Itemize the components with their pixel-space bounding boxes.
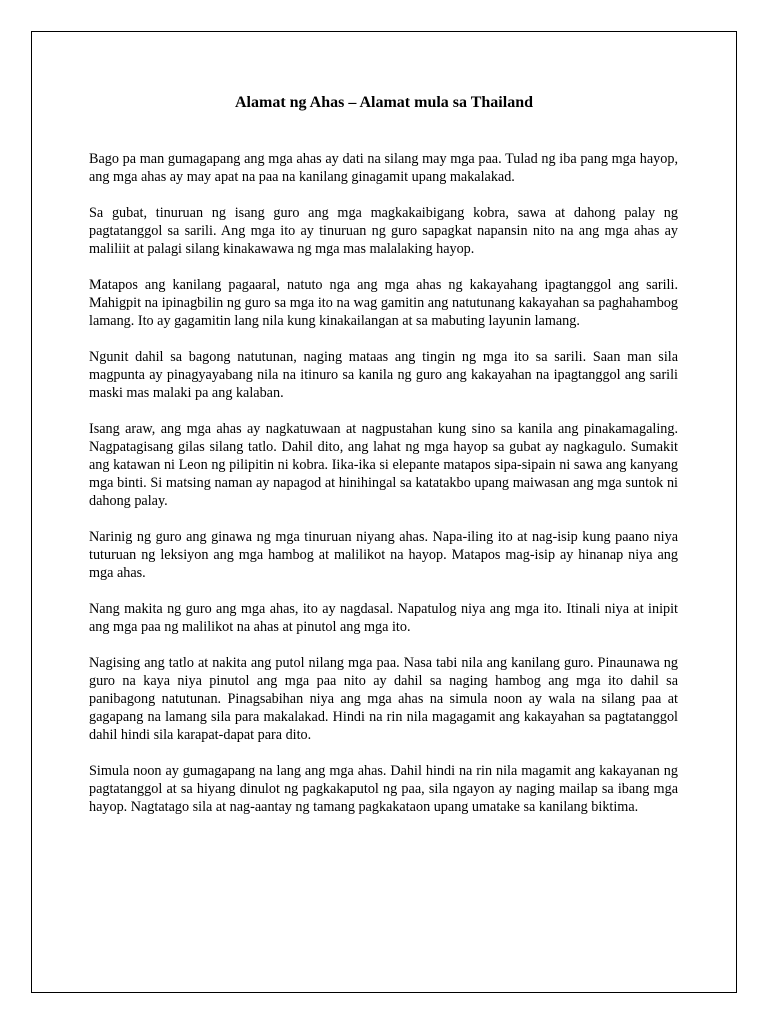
document-body <box>89 150 678 834</box>
paragraph: Ngunit dahil sa bagong natutunan, naging mataas ang tingin ng mga ito sa sarili. Saan man sila magpunta ay pinagyayabang nila na itinuro sa kanila ng guro ang kakayahan na ipagtanggol ang sarili maski mas malaki pa ang kalaban. <box>89 349 678 401</box>
paragraph: Narinig ng guro ang ginawa ng mga tinuruan niyang ahas. Napa-iling ito at nag-isip kung paano niya tuturuan ng leksiyon ang mga hambog at malilikot na hayop. Matapos mag-isip ay hinanap niya ang mga ahas. <box>89 529 678 581</box>
paragraph: Matapos ang kanilang pagaaral, natuto nga ang mga ahas ng kakayahang ipagtanggol ang sarili. Mahigpit na ipinagbilin ng guro sa mga ito na wag gamitin ang natutunang kakayahan sa paghahambog lamang. Ito ay gagamitin lang nila kung kinakailangan at sa mabuting layunin lamang. <box>89 277 678 329</box>
paragraph: Isang araw, ang mga ahas ay nagkatuwaan at nagpustahan kung sino sa kanila ang pinakamagaling. Nagpatagisang gilas silang tatlo. Dahil dito, ang lahat ng mga hayop sa gubat ay nagkagulo. Sumakit ang katawan ni Leon ng pilipitin ni kobra. Iika-ika si elepante matapos sipa-sipain ni sawa ang kanyang mga binti. Si matsing naman ay napagod at hinihingal sa katatakbo upang maiwasan ang mga suntok ni dahong palay. <box>89 421 678 509</box>
paragraph: Nagising ang tatlo at nakita ang putol nilang mga paa. Nasa tabi nila ang kanilang guro. Pinaunawa ng guro na kaya niya pinutol ang mga paa nito ay dahil sa naging hambog ang mga ito dahil sa panibagong natutunan. Pinagsabihan niya ang mga ahas na simula noon ay wala na silang paa at gagapang na lamang sila para makalakad. Hindi na rin nila magagamit ang kakayahan sa pagtatanggol dahil hindi sila karapat-dapat para dito. <box>89 655 678 743</box>
paragraph: Simula noon ay gumagapang na lang ang mga ahas. Dahil hindi na rin nila magamit ang kakayanan ng pagtatanggol at sa hiyang dinulot ng pagkakaputol ng paa, sila ngayon ay naging mailap sa ibang mga hayop. Nagtatago sila at nag-aantay ng tamang pagkakataon upang umatake sa kanilang biktima. <box>89 763 678 815</box>
paragraph: Sa gubat, tinuruan ng isang guro ang mga magkakaibigang kobra, sawa at dahong palay ng pagtatanggol sa sarili. Ang mga ito ay tinuruan ng guro sapagkat napansin nito na ang mga ahas ay maliliit at palagi silang kinakawawa ng mga mas malalaking hayop. <box>89 205 678 257</box>
paragraph: Bago pa man gumagapang ang mga ahas ay dati na silang may mga paa. Tulad ng iba pang mga hayop, ang mga ahas ay may apat na paa na kanilang ginagamit upang makalakad. <box>89 151 678 185</box>
paragraph: Nang makita ng guro ang mga ahas, ito ay nagdasal. Napatulog niya ang mga ito. Itinali niya at inipit ang mga paa ng malilikot na ahas at pinutol ang mga ito. <box>89 601 678 635</box>
document-title: Alamat ng Ahas – Alamat mula sa Thailand <box>235 94 533 111</box>
